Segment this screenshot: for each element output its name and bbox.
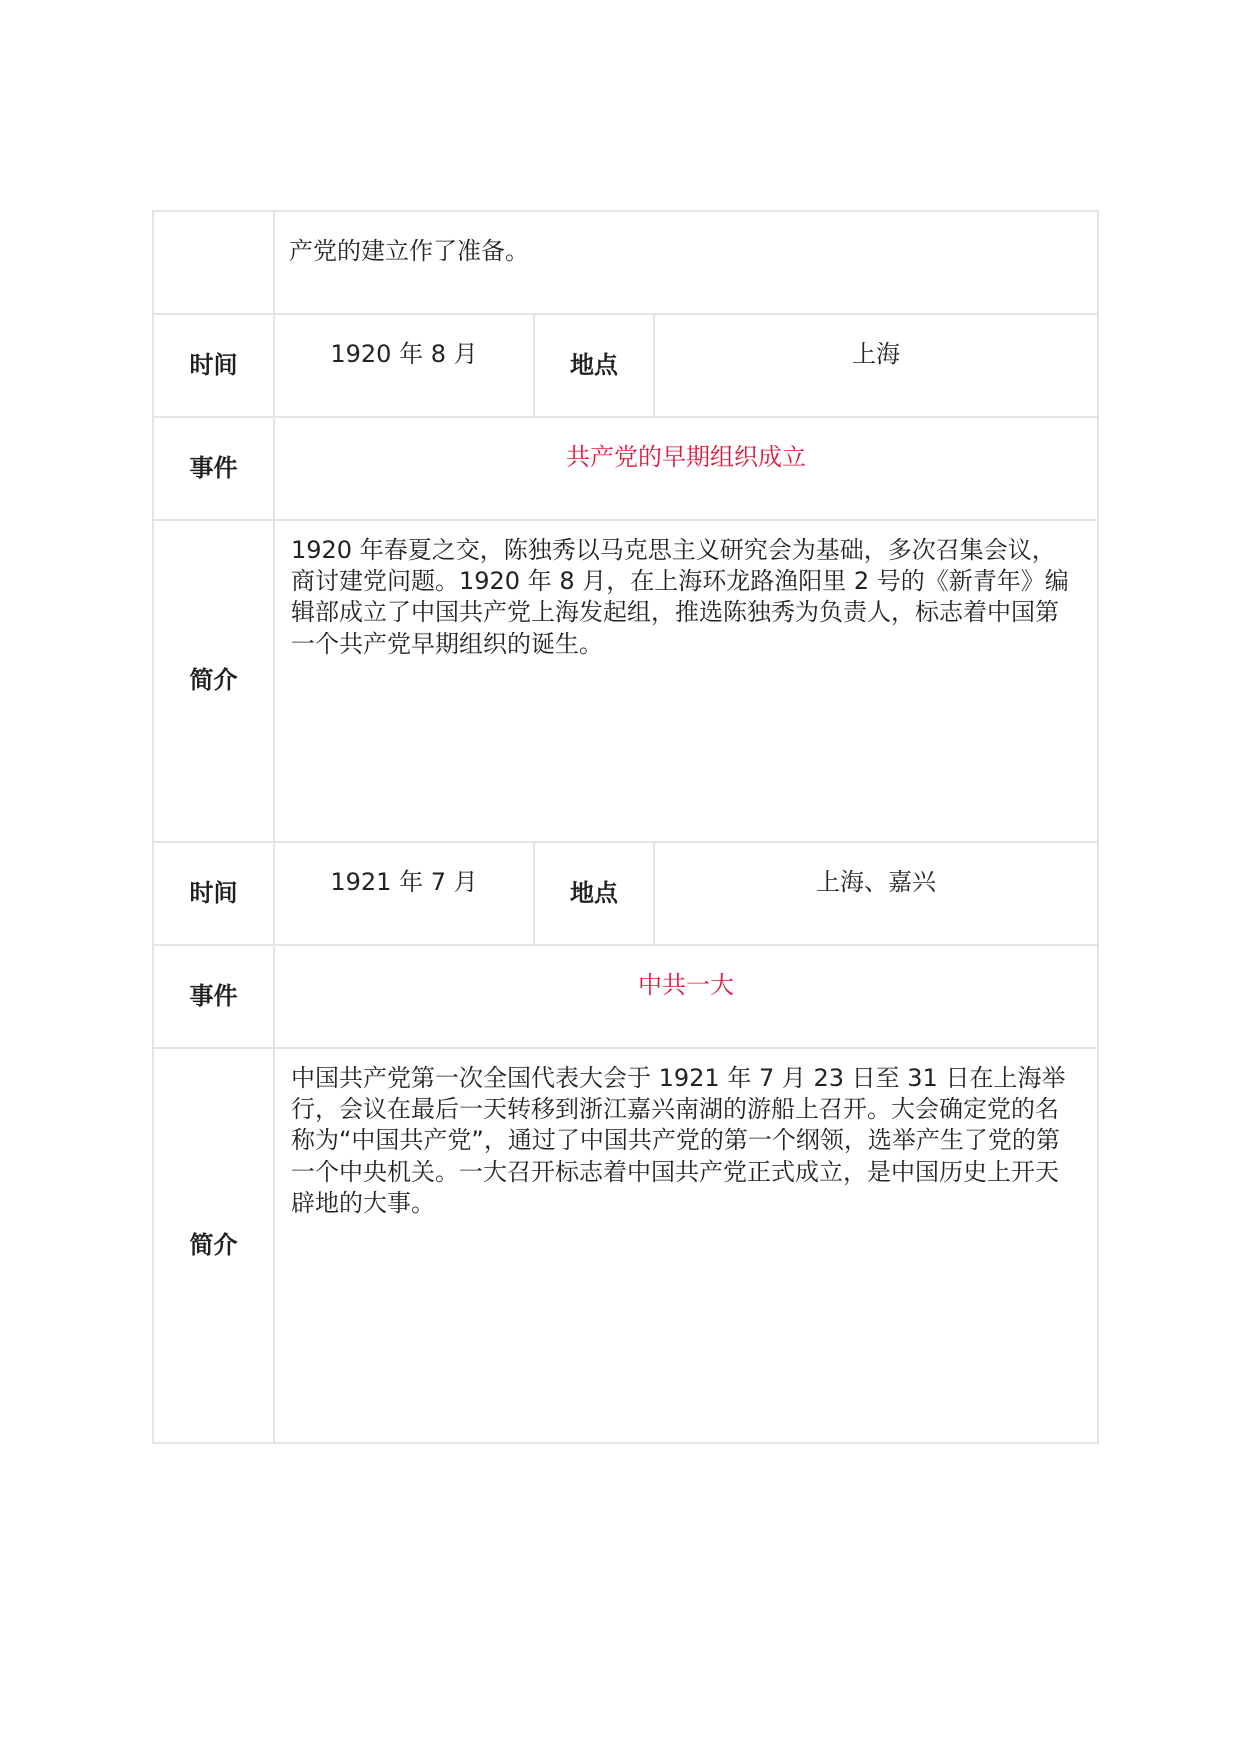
place-value: 上海、嘉兴: [654, 842, 1098, 945]
time-label: 时间: [153, 842, 274, 945]
intro-row-2: [153, 1048, 1098, 1443]
event-label: 事件: [153, 417, 274, 520]
continuation-text: 产党的建立作了准备。: [274, 211, 1098, 314]
time-place-row-1: [153, 314, 1098, 417]
intro-label: 简介: [153, 520, 274, 842]
intro-label: 简介: [153, 1048, 274, 1443]
intro-row-1: [153, 520, 1098, 842]
intro-text: 1920 年春夏之交，陈独秀以马克思主义研究会为基础，多次召集会议，商讨建党问题。1920 年 8 月，在上海环龙路渔阳里 2 号的《新青年》编辑部成立了中国共产党上海发起组，推选陈独秀为负责人，标志着中国第一个共产党早期组织的诞生。: [274, 520, 1098, 842]
place-label: 地点: [534, 314, 654, 417]
event-value: 中共一大: [274, 945, 1098, 1048]
continuation-row: [153, 211, 1098, 314]
time-value: 1921 年 7 月: [274, 842, 534, 945]
time-place-row-2: [153, 842, 1098, 945]
intro-text: 中国共产党第一次全国代表大会于 1921 年 7 月 23 日至 31 日在上海举行，会议在最后一天转移到浙江嘉兴南湖的游船上召开。大会确定党的名称为“中国共产党”，通过了中国共产党的第一个纲领，选举产生了党的第一个中央机关。一大召开标志着中国共产党正式成立，是中国历史上开天辟地的大事。: [274, 1048, 1098, 1443]
event-row-1: [153, 417, 1098, 520]
event-value: 共产党的早期组织成立: [274, 417, 1098, 520]
place-label: 地点: [534, 842, 654, 945]
time-value: 1920 年 8 月: [274, 314, 534, 417]
history-events-table: [152, 210, 1099, 1444]
continuation-label-cell: [153, 211, 274, 314]
event-label: 事件: [153, 945, 274, 1048]
time-label: 时间: [153, 314, 274, 417]
event-row-2: [153, 945, 1098, 1048]
place-value: 上海: [654, 314, 1098, 417]
